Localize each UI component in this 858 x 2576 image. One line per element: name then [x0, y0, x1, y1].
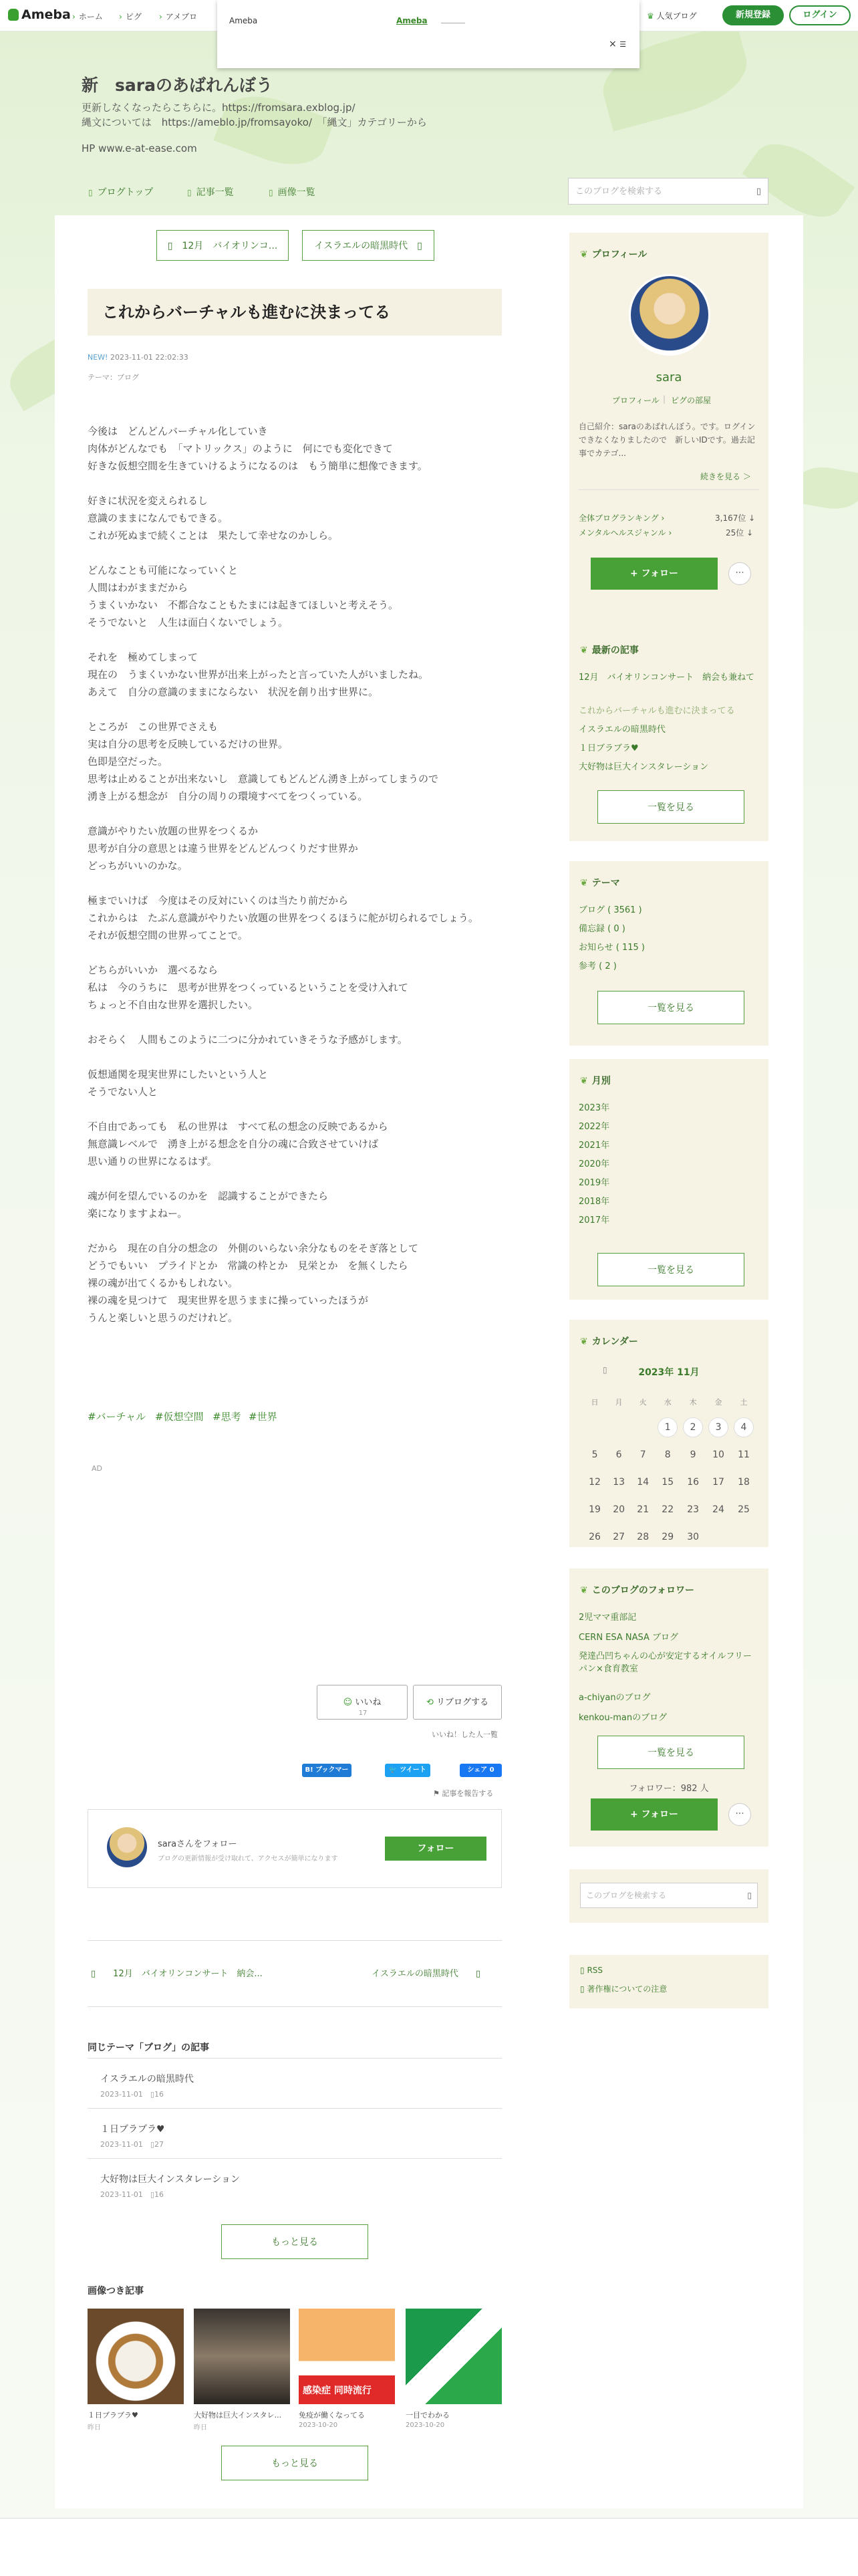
more-options-button[interactable]: ··· [728, 1803, 751, 1826]
calendar-day[interactable]: 29 [662, 1531, 674, 1542]
tweet-button[interactable]: 🐦 ツイート [385, 1764, 430, 1777]
calendar-day [607, 1413, 631, 1441]
related-item-title[interactable]: 大好物は巨大インスタレーション [100, 2174, 241, 2185]
follow-card [88, 1809, 502, 1888]
related-heading: 同じテーマ「ブログ」の記事 [88, 2042, 209, 2053]
sidebar-links-widget [569, 1955, 768, 2008]
calendar-day[interactable]: 5 [591, 1449, 598, 1460]
frog-icon [8, 9, 19, 21]
calendar-heading: ❦ カレンダー [580, 1334, 638, 1348]
follow-card-title: saraさんをフォロー [158, 1839, 237, 1849]
image-thumb[interactable] [406, 2309, 502, 2404]
image-more-button[interactable]: もっと見る [221, 2446, 368, 2480]
entry-datetime: NEW! 2023-11-01 22:02:33 [88, 353, 188, 362]
reblog-icon: ⟲ [426, 1697, 434, 1708]
entry-paragraph: おそらく 人間もこのように二つに分かれていきそうな予感がします。 [88, 1034, 408, 1046]
image-thumb[interactable] [88, 2309, 184, 2404]
month-link[interactable]: 2020年 [579, 1159, 610, 1169]
calendar-day[interactable]: 11 [738, 1449, 750, 1460]
related-item-title[interactable]: １日ブラブラ♥ [100, 2124, 165, 2135]
recent-entry-link[interactable]: 大好物は巨大インスタレーション [579, 762, 709, 772]
signup-button[interactable]: 新規登録 [722, 5, 784, 25]
search-icon: ▯ [756, 187, 761, 197]
follow-button[interactable]: フォロー [385, 1837, 486, 1861]
calendar-day[interactable]: 15 [662, 1476, 674, 1488]
entry-body [88, 423, 509, 1344]
ameba-logo[interactable]: Ameba [8, 7, 71, 22]
calendar-day[interactable]: 7 [639, 1449, 646, 1460]
follower-link[interactable]: 発達凸凹ちゃんの心が安定するオイルフリーパン×食育教室 [579, 1651, 752, 1674]
month-link[interactable]: 2022年 [579, 1122, 610, 1132]
calendar-month: 2023年 11月 [638, 1367, 700, 1378]
popup-close-button[interactable]: × ☰ [609, 39, 627, 49]
entry-paragraph: 意識がやりたい放題の世界をつくるか 思考が自分の意思とは違う世界をどんどんつくりだす世界か どっちがいいのかな。 [88, 825, 358, 872]
image-caption: 大好物は巨大インスタレ... [194, 2411, 282, 2420]
calendar-grid [583, 1391, 756, 1550]
follow-card-desc: ブログの更新情報が受け取れて、アクセスが簡単になります [158, 1855, 338, 1863]
avatar [107, 1827, 147, 1867]
separator: | [663, 394, 666, 404]
blog-desc-3: HP www.e-at-ease.com [82, 142, 197, 154]
hashtag[interactable]: #世界 [249, 1411, 277, 1423]
calendar-day[interactable]: 6 [615, 1449, 622, 1460]
calendar-day[interactable]: 9 [690, 1449, 696, 1460]
calendar-weekday: 木 [689, 1398, 697, 1407]
nav-pigg[interactable]: › ピグ [119, 11, 142, 22]
theme-link[interactable]: お知らせ ( 115 ) [579, 943, 645, 953]
follower-count: フォロワー：982 人 [629, 1784, 709, 1794]
pager-prev[interactable]: ▯ 12月 バイオリンコンサート 納会... [91, 1969, 263, 1979]
calendar-weekday: 水 [664, 1398, 672, 1407]
monthly-widget [569, 1059, 768, 1300]
calendar-day[interactable]: 16 [687, 1476, 700, 1488]
calendar-day[interactable]: 10 [712, 1449, 724, 1460]
entry-title: これからバーチャルも進むに決まってる [88, 289, 502, 336]
calendar-day[interactable]: 25 [738, 1504, 750, 1515]
divider [88, 2158, 502, 2159]
nav-ameblo[interactable]: › アメブロ [159, 11, 197, 22]
calendar-day[interactable]: 26 [589, 1531, 601, 1542]
chevron-right-icon: ▯ [417, 241, 422, 251]
recent-entry-link[interactable]: １日ブラブラ♥ [579, 743, 639, 753]
report-link[interactable]: ⚑ 記事を報告する [433, 1789, 494, 1798]
follower-link[interactable]: kenkou-manのブログ [579, 1713, 668, 1723]
image-date: 昨日 [194, 2424, 207, 2432]
next-entry-button[interactable]: イスラエルの暗黒時代 ▯ [302, 230, 434, 261]
theme-heading: ❦ テーマ [580, 876, 620, 889]
nav-image-list[interactable]: ▯ 画像一覧 [269, 185, 315, 199]
calendar-day[interactable]: 24 [712, 1504, 724, 1515]
followers-widget [569, 1568, 768, 1847]
image-date: 2023-10-20 [299, 2422, 338, 2429]
login-popup [217, 0, 639, 68]
blog-desc-2: 縄文については https://ameblo.jp/fromsayoko/ 「縄文」カテゴリーから [82, 116, 427, 128]
divider [88, 1940, 502, 1941]
genre-ranking-link[interactable]: メンタルヘルスジャンル › [579, 528, 672, 538]
calendar-weekday: 月 [615, 1398, 623, 1407]
flag-icon: ⚑ [433, 1789, 440, 1798]
month-link[interactable]: 2017年 [579, 1215, 610, 1225]
entry-paragraph: 仮想通関を現実世界にしたいという人と そうでない人と [88, 1068, 269, 1098]
recent-entry-link[interactable]: イスラエルの暗黒時代 [579, 725, 666, 735]
calendar-day[interactable]: 13 [613, 1476, 625, 1488]
hashtag[interactable]: #仮想空間 [155, 1411, 204, 1423]
divider [88, 2058, 502, 2059]
overall-ranking-link[interactable]: 全体ブログランキング › [579, 513, 665, 523]
calendar-day[interactable]: 2 [680, 1413, 706, 1441]
month-link[interactable]: 2021年 [579, 1141, 610, 1151]
calendar-weekday: 金 [714, 1398, 722, 1407]
nav-entry-list[interactable]: ▯ 記事一覧 [187, 185, 234, 199]
image-caption: １日ブラブラ♥ [88, 2411, 138, 2420]
reblog-button[interactable]: ⟲ リブログする [413, 1685, 502, 1720]
followers-heading: ❦ このブログのフォロワー [580, 1583, 694, 1597]
pigg-room-link[interactable]: ピグの部屋 [671, 396, 712, 405]
related-item-meta: 2023-11-01 ▯16 [100, 2190, 164, 2199]
entry-theme-link[interactable]: テーマ：ブログ [88, 373, 139, 382]
rss-icon: ▯ [580, 1966, 585, 1975]
facebook-share-button[interactable]: シェア 0 [460, 1764, 502, 1777]
popup-link[interactable]: Ameba [396, 16, 428, 25]
image-caption: 一目でわかる [406, 2411, 450, 2420]
theme-list-button[interactable]: 一覧を見る [597, 991, 744, 1024]
page-footer [0, 2518, 858, 2576]
calendar-day[interactable]: 30 [687, 1531, 700, 1542]
popup-title: Ameba [229, 16, 258, 25]
recent-widget [569, 628, 768, 841]
blog-desc-1: 更新しなくなったらこちらに。https://fromsara.exblog.jp/ [82, 102, 355, 114]
profile-name[interactable]: sara [656, 370, 682, 384]
sidebar-search-widget [569, 1869, 768, 1923]
profile-heading: ❦ プロフィール [580, 247, 647, 261]
month-link[interactable]: 2018年 [579, 1197, 610, 1207]
calendar-day[interactable]: 19 [589, 1504, 601, 1515]
image-articles-heading: 画像つき記事 [88, 2286, 144, 2297]
calendar-day [731, 1523, 756, 1550]
hatena-bookmark-button[interactable]: B! ブックマーク 0 [302, 1764, 351, 1777]
genre-ranking-value: 25位 ↓ [726, 528, 754, 538]
sidebar-search-input[interactable]: このブログを検索する ▯ [580, 1883, 758, 1908]
divider [88, 2006, 502, 2007]
theme-link[interactable]: ブログ ( 3561 ) [579, 905, 642, 915]
entry-paragraph: 今後は どんどんバーチャル化していき 肉体がどんなでも 「マトリックス」のように 何にでも変化できて 好きな仮想空間を生きていけるようになるのは もう簡単に想像できます。 [88, 425, 428, 472]
prev-entry-button[interactable]: ▯ 12月 バイオリンコ... [156, 230, 289, 261]
twitter-icon: 🐦 [389, 1766, 398, 1774]
theme-widget [569, 861, 768, 1046]
calendar-day[interactable]: 17 [712, 1476, 724, 1488]
pager-next[interactable]: イスラエルの暗黒時代 ▯ [372, 1969, 481, 1979]
follower-link[interactable]: CERN ESA NASA ブログ [579, 1633, 679, 1643]
image-date: 2023-10-20 [406, 2422, 445, 2429]
sidebar-follow-button-2[interactable]: + フォロー [591, 1798, 718, 1831]
sidebar-follow-button[interactable]: + フォロー [591, 558, 718, 590]
popular-blogs-link[interactable]: ♛ 人気ブログ [647, 11, 697, 21]
calendar-day[interactable]: 22 [662, 1504, 674, 1515]
calendar-day[interactable]: 23 [687, 1504, 700, 1515]
calendar-prev-button[interactable]: ▯ [603, 1365, 607, 1375]
profile-avatar[interactable] [629, 274, 710, 356]
related-item-title[interactable]: イスラエルの暗黒時代 [100, 2074, 194, 2085]
divider [88, 2108, 502, 2109]
calendar-day[interactable]: 1 [655, 1413, 680, 1441]
follower-link[interactable]: a-chiyanのブログ [579, 1693, 651, 1703]
calendar-weekday: 土 [740, 1398, 748, 1407]
image-caption: 免疫が働くなってる [299, 2411, 365, 2420]
liked-by-link[interactable]: いいね！した人一覧 [432, 1730, 498, 1739]
image-date: 昨日 [88, 2424, 101, 2432]
theme-link[interactable]: 参考 ( 2 ) [579, 961, 617, 971]
more-options-button[interactable]: ··· [728, 562, 751, 585]
profile-intro: 自己紹介：saraのあばれんぼう。です。ログインできなくなりましたので 新しいIDです。過去記事でカテゴ... [579, 422, 756, 458]
calendar-day[interactable]: 18 [738, 1476, 750, 1488]
comment-icon: ▯ [150, 2140, 154, 2149]
search-icon: ▯ [747, 1891, 752, 1900]
blog-title[interactable]: 新 saraのあばれんぼう [82, 76, 273, 95]
document-icon: ▯ [580, 1984, 585, 1994]
calendar-day [631, 1413, 655, 1441]
nav-home[interactable]: › ホーム [72, 11, 103, 22]
calendar-day[interactable]: 20 [613, 1504, 625, 1515]
hashtag[interactable]: #バーチャル [88, 1411, 146, 1423]
theme-link[interactable]: 備忘録 ( 0 ) [579, 924, 625, 934]
entry-paragraph: だから 現在の自分の想念の 外側のいらない余分なものをそぎ落として どうでもいい プライドとか 常識の枠とか 見栄とか を無くしたら 裸の魂が出てくるかもしれない。 裸の魂を見つけて 現実世界を思うままに操っていったほうが うんと楽しいと思うのだけれど。 [88, 1242, 419, 1324]
recent-heading: ❦ 最新の記事 [580, 643, 639, 657]
read-more-link[interactable]: 続きを見る ＞ [700, 472, 751, 481]
comment-icon: ▯ [150, 2090, 154, 2099]
calendar-weekday: 日 [591, 1398, 599, 1407]
calendar-day[interactable]: 3 [706, 1413, 731, 1441]
related-more-button[interactable]: もっと見る [221, 2224, 368, 2259]
recent-list-button[interactable]: 一覧を見る [597, 790, 744, 824]
followers-list-button[interactable]: 一覧を見る [597, 1736, 744, 1769]
entry-paragraph: 好きに状況を変えられるし 意識のままになんでもできる。 これが死ぬまで続くことは 果たして幸せなのかしら。 [88, 495, 339, 542]
calendar-day[interactable]: 28 [637, 1531, 650, 1542]
calendar-day[interactable]: 8 [664, 1449, 671, 1460]
overall-ranking-value: 3,167位 ↓ [715, 513, 756, 523]
nav-blog-top[interactable]: ▯ ブログトップ [88, 185, 153, 199]
copyright-link[interactable]: ▯ 著作権についての注意 [580, 1984, 668, 1994]
entry-paragraph: 極までいけば 今度はその反対にいくのは当たり前だから これからは たぶん意識がやりたい放題の世界をつくるほうに舵が切られるでしょう。 それが仮想空間の世界ってことで。 [88, 895, 478, 941]
comment-icon: ▯ [150, 2190, 154, 2199]
like-icon: ☺ [343, 1697, 353, 1708]
entry-paragraph: それを 極めてしまって 現在の うまくいかない世界が出来上がったと言っていた人がいましたね。 あえて 自分の意識のままにならない 状況を創り出す世界に。 [88, 651, 429, 698]
recent-entry-link[interactable]: これからバーチャルも進むに決まってる [579, 706, 735, 716]
blog-search-input[interactable]: このブログを検索する ▯ [568, 178, 768, 205]
rss-link[interactable]: ▯ RSS [580, 1966, 603, 1975]
calendar-day[interactable]: 21 [637, 1504, 650, 1515]
entry-paragraph: どちらがいいか 選べるなら 私は 今のうちに 思考が世界をつくっているということを受け入れて ちょっと不自由な世界を選択したい。 [88, 964, 408, 1011]
related-item-meta: 2023-11-01 ▯27 [100, 2140, 164, 2149]
entry-paragraph: 不自由であっても 私の世界は すべて私の想念の反映であるから 無意識レベルで 湧き上がる想念を自分の魂に合致させていけば 思い通りの世界になるはず。 [88, 1121, 388, 1167]
divider [579, 489, 759, 490]
login-button[interactable]: ログイン [789, 5, 851, 25]
month-link[interactable]: 2019年 [579, 1178, 610, 1188]
calendar-day [583, 1413, 607, 1441]
image-thumb[interactable]: 感染症 同時流行 [299, 2309, 395, 2404]
like-button[interactable]: ☺ いいね 17 [317, 1685, 408, 1720]
calendar-day[interactable]: 14 [637, 1476, 650, 1488]
month-list-button[interactable]: 一覧を見る [597, 1253, 744, 1286]
entry-paragraph: ところが この世界でさえも 実は自分の思考を反映しているだけの世界。 色即是空だった。 思考は止めることが出来ないし 意識してもどんどん湧き上がってしまうので 湧き上がる想念が 自分の周りの環境すべてをつくっている。 [88, 721, 439, 802]
ad-label: AD [92, 1464, 102, 1473]
chevron-left-icon: ▯ [167, 241, 173, 251]
calendar-day [706, 1523, 731, 1550]
calendar-weekday: 火 [639, 1398, 647, 1407]
crown-icon: ♛ [647, 11, 654, 21]
follower-link[interactable]: 2児ママ重部記 [579, 1613, 637, 1623]
hashtag[interactable]: #思考 [212, 1411, 241, 1423]
chevron-left-icon: ▯ [91, 1969, 96, 1979]
month-link[interactable]: 2023年 [579, 1103, 610, 1113]
entry-paragraph: 魂が何を望んでいるのかを 認識することができたら 楽になりますよねー。 [88, 1190, 329, 1219]
calendar-day[interactable]: 27 [613, 1531, 625, 1542]
calendar-day[interactable]: 4 [731, 1413, 756, 1441]
calendar-widget [569, 1320, 768, 1547]
image-thumb[interactable] [194, 2309, 290, 2404]
calendar-day[interactable]: 12 [589, 1476, 601, 1488]
monthly-heading: ❦ 月別 [580, 1074, 611, 1087]
profile-widget [569, 233, 768, 650]
menu-icon: ☰ [619, 40, 627, 49]
related-item-meta: 2023-11-01 ▯16 [100, 2090, 164, 2099]
chevron-right-icon: ▯ [475, 1969, 481, 1979]
profile-link[interactable]: プロフィール [612, 396, 660, 405]
entry-paragraph: どんなことも可能になっていくと 人間はわがままだから うまくいかない 不都合なこともたまには起きてほしいと考えそう。 そうでないと 人生は面白くないでしょう。 [88, 564, 399, 628]
recent-entry-link[interactable]: 12月 バイオリンコンサート 納会も兼ねて [579, 673, 754, 683]
